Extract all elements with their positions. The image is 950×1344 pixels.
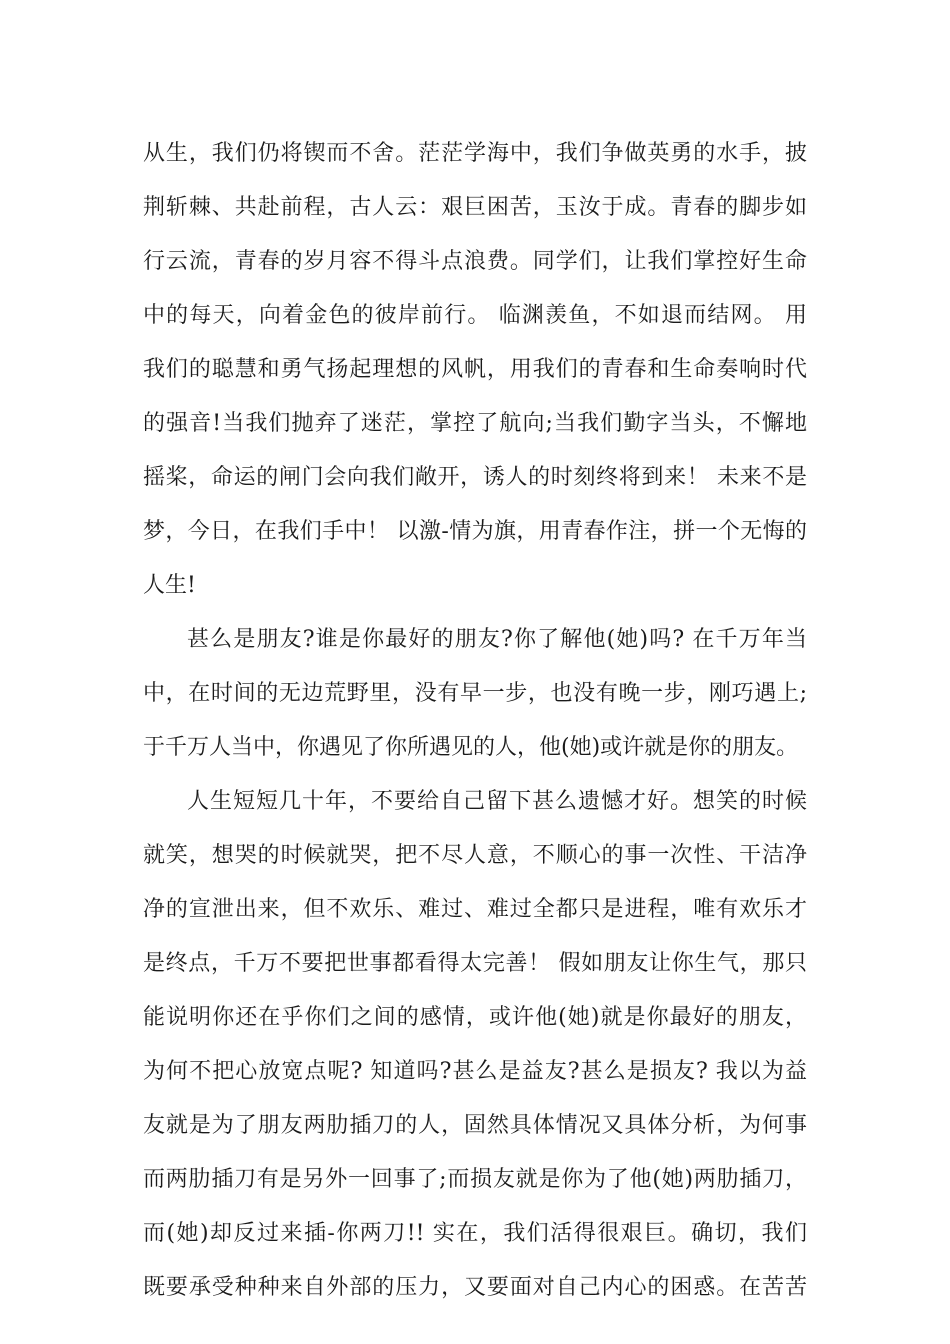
text-line: 行云流，青春的岁月容不得斗点浪费。同学们，让我们掌控好生命 bbox=[143, 249, 807, 274]
text-line: 能说明你还在乎你们之间的感情，或许他(她)就是你最好的朋友， bbox=[143, 1005, 807, 1030]
text-line: 人生短短几十年，不要给自己留下甚么遗憾才好。想笑的时候 bbox=[187, 789, 807, 814]
text-line: 就笑，想哭的时候就哭，把不尽人意，不顺心的事一次性、干洁净 bbox=[143, 843, 807, 868]
text-line: 摇桨，命运的闸门会向我们敞开，诱人的时刻终将到来！ 未来不是 bbox=[143, 465, 807, 490]
document-body bbox=[143, 127, 807, 1315]
text-line: 人生! bbox=[143, 573, 196, 598]
text-line: 中的每天，向着金色的彼岸前行。 临渊羡鱼，不如退而结网。 用 bbox=[143, 303, 807, 328]
text-line: 是终点，千万不要把世事都看得太完善！ 假如朋友让你生气，那只 bbox=[143, 951, 807, 976]
text-line: 甚么是朋友?谁是你最好的朋友?你了解他(她)吗? 在千万年当 bbox=[187, 627, 807, 652]
paragraph-1 bbox=[143, 127, 807, 613]
text-line: 为何不把心放宽点呢? 知道吗?甚么是益友?甚么是损友? 我以为益 bbox=[143, 1059, 807, 1084]
text-line: 荆斩棘、共赴前程，古人云：艰巨困苦，玉汝于成。青春的脚步如 bbox=[143, 195, 807, 220]
text-line: 友就是为了朋友两肋插刀的人，固然具体情况又具体分析，为何事 bbox=[143, 1113, 807, 1138]
text-line: 我们的聪慧和勇气扬起理想的风帆，用我们的青春和生命奏响时代 bbox=[143, 357, 807, 382]
text-line: 于千万人当中，你遇见了你所遇见的人，他(她)或许就是你的朋友。 bbox=[143, 735, 799, 760]
paragraph-3 bbox=[143, 775, 807, 1315]
text-line: 梦，今日，在我们手中！ 以激-情为旗，用青春作注，拼一个无悔的 bbox=[143, 519, 807, 544]
text-line: 既要承受种种来自外部的压力，又要面对自己内心的困惑。在苦苦 bbox=[143, 1275, 807, 1300]
text-line: 的强音!当我们抛弃了迷茫，掌控了航向;当我们勤字当头，不懈地 bbox=[143, 411, 807, 436]
text-line: 从生，我们仍将锲而不舍。茫茫学海中，我们争做英勇的水手，披 bbox=[143, 141, 807, 166]
text-line: 而(她)却反过来插-你两刀!! 实在，我们活得很艰巨。确切，我们 bbox=[143, 1221, 807, 1246]
paragraph-2 bbox=[143, 613, 807, 775]
text-line: 中，在时间的无边荒野里，没有早一步，也没有晚一步，刚巧遇上; bbox=[143, 681, 807, 706]
text-line: 而两肋插刀有是另外一回事了;而损友就是你为了他(她)两肋插刀， bbox=[143, 1167, 807, 1192]
text-line: 净的宣泄出来，但不欢乐、难过、难过全都只是进程，唯有欢乐才 bbox=[143, 897, 807, 922]
